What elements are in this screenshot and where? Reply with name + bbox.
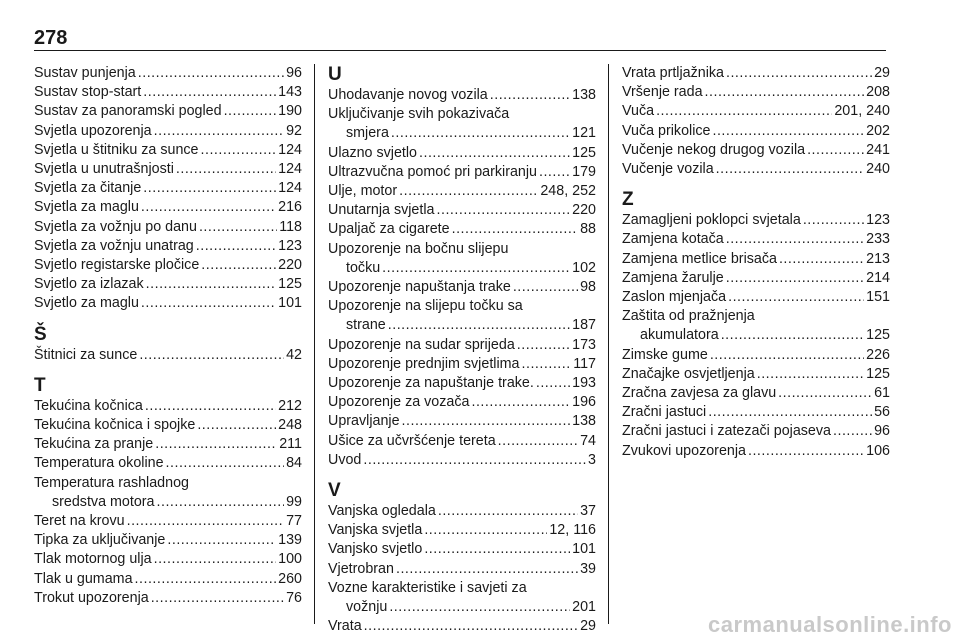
index-entry-page: 84	[286, 455, 302, 472]
index-entry	[34, 198, 302, 217]
index-entry	[34, 179, 302, 198]
column-divider	[608, 64, 609, 624]
dot-leader	[712, 122, 864, 141]
index-entry-page: 151	[866, 289, 890, 306]
dot-leader	[726, 64, 872, 83]
index-entry-term: Uhodavanje novog vozila	[328, 87, 488, 103]
index-entry-term: Svjetlo registarske pločice	[34, 257, 200, 274]
index-entry	[34, 64, 302, 83]
dot-leader	[145, 397, 276, 416]
index-entry-term: Tlak motornog ulja	[34, 551, 152, 568]
index-entry-term: Temperatura okoline	[34, 455, 164, 472]
index-entry	[622, 102, 890, 121]
index-entry-page: 29	[874, 65, 890, 81]
index-entry-page: 123	[278, 237, 302, 254]
index-entry	[328, 220, 596, 239]
index-entry-term: Vanjska svjetla	[328, 522, 423, 539]
index-entry-term: Ušice za učvršćenje tereta	[328, 432, 496, 449]
index-entry-term: Vučenje nekog drugog vozila	[622, 141, 806, 158]
index-entry	[622, 384, 890, 403]
section-letter: U	[328, 64, 342, 85]
index-entry-term: Tipka za uključivanje	[34, 532, 166, 549]
index-entry-term: Zračni jastuci i zatezači pojaseva	[622, 423, 831, 440]
dot-leader	[127, 512, 285, 531]
index-entry-page: 96	[286, 65, 302, 81]
index-entry	[34, 83, 302, 102]
index-entry-term: Tlak u gumama	[34, 570, 133, 587]
index-entry-term: strane	[346, 317, 386, 334]
index-entry	[622, 230, 890, 249]
dot-leader	[539, 163, 570, 182]
index-entry-term: Svjetla u štitniku za sunce	[34, 141, 199, 158]
watermark: carmanualsonline.info	[708, 612, 952, 637]
index-entry	[328, 393, 596, 412]
index-entry	[328, 86, 596, 105]
dot-leader	[143, 179, 276, 198]
index-entry-term: Značajke osvjetljenja	[622, 365, 755, 382]
dot-leader	[389, 598, 570, 617]
index-entry	[622, 160, 890, 179]
index-entry-page: 213	[866, 250, 890, 267]
index-entry-term: Svjetla za čitanje	[34, 180, 142, 197]
index-entry-page: 100	[278, 551, 302, 568]
index-entry-page: 92	[286, 122, 302, 139]
index-entry-page: 201	[572, 599, 596, 616]
dot-leader	[779, 250, 864, 269]
dot-leader	[778, 384, 872, 403]
index-entry-page: 125	[572, 144, 596, 161]
index-entry	[328, 336, 596, 355]
dot-leader	[382, 259, 570, 278]
index-entry	[34, 237, 302, 256]
index-entry-page: 196	[572, 394, 596, 411]
dot-leader	[710, 346, 864, 365]
dot-leader	[748, 442, 864, 461]
index-entry-page: 216	[278, 199, 302, 216]
index-entry-page: 29	[580, 618, 596, 635]
dot-leader	[716, 160, 864, 179]
dot-leader	[201, 256, 276, 275]
index-entry-term: Svjetla upozorenja	[34, 122, 152, 139]
index-entry	[328, 124, 596, 143]
index-entry-page: 226	[866, 346, 890, 363]
index-entry	[34, 493, 302, 512]
index-entry-page: 77	[286, 513, 302, 530]
index-entry-term: Zamagljeni poklopci svjetala	[622, 212, 801, 229]
index-entry-page: 56	[874, 404, 890, 421]
index-entry	[34, 294, 302, 313]
index-entry-page: 118	[279, 218, 302, 235]
index-entry	[34, 435, 302, 454]
index-entry	[328, 560, 596, 579]
index-entry-term: Vrata	[328, 618, 362, 635]
index-entry-page: 76	[286, 589, 302, 606]
index-entry	[328, 451, 596, 470]
index-entry-term: Vuča	[622, 103, 655, 120]
dot-leader	[224, 102, 277, 121]
index-entry	[34, 141, 302, 160]
index-entry	[622, 141, 890, 160]
index-entry	[34, 416, 302, 435]
column-divider	[314, 64, 315, 624]
index-entry-page: 208	[866, 84, 890, 101]
index-entry-term: Tekućina kočnica i spojke	[34, 417, 196, 434]
dot-leader	[399, 182, 538, 201]
index-entry-page: 214	[866, 269, 890, 286]
index-entry-term: Sustav stop-start	[34, 84, 142, 101]
index-entry	[34, 218, 302, 237]
dot-leader	[154, 550, 277, 569]
index-entry-term: Vanjska ogledala	[328, 503, 436, 520]
index-entry	[622, 122, 890, 141]
index-entry-term: Trokut upozorenja	[34, 589, 149, 606]
index-entry	[622, 250, 890, 269]
index-entry-page: 248, 252	[540, 183, 596, 200]
dot-leader	[146, 275, 276, 294]
dot-leader	[154, 122, 284, 141]
index-entry	[622, 365, 890, 384]
index-entry	[34, 589, 302, 608]
index-entry-page: 143	[278, 84, 302, 101]
index-entry-term: Upozorenje za napuštanje trake.	[328, 375, 534, 392]
index-entry	[622, 211, 890, 230]
index-entry-term: Vršenje rada	[622, 84, 703, 101]
dot-leader	[138, 64, 284, 83]
index-entry-term: Tekućina za pranje	[34, 436, 154, 453]
dot-leader	[199, 218, 277, 237]
dot-leader	[498, 432, 578, 451]
index-entry-page: 240	[866, 161, 890, 178]
dot-leader	[201, 141, 277, 160]
index-entry	[328, 540, 596, 559]
index-entry	[622, 442, 890, 461]
index-entry-term: Tekućina kočnica	[34, 397, 143, 414]
index-entry-page: 74	[580, 432, 596, 449]
index-entry-term: Vučenje vozila	[622, 161, 714, 178]
index-entry-term: Svjetla za vožnju po danu	[34, 218, 197, 235]
index-entry-term: akumulatora	[640, 327, 719, 344]
index-column-1	[34, 64, 302, 608]
index-entry-page: 211	[279, 436, 302, 453]
index-entry	[622, 403, 890, 422]
index-entry	[328, 163, 596, 182]
index-entry	[622, 64, 890, 83]
index-entry	[622, 326, 890, 345]
index-entry-page: 125	[866, 327, 890, 344]
index-entry-page: 42	[286, 346, 302, 363]
index-entry-page: 139	[278, 532, 302, 549]
index-entry-page: 123	[866, 212, 890, 229]
index-entry-term: Ultrazvučna pomoć pri parkiranju	[328, 163, 537, 180]
section-letter: Š	[34, 323, 47, 345]
index-entry	[34, 160, 302, 179]
dot-leader	[141, 294, 276, 313]
dot-leader	[166, 454, 285, 473]
index-entry-page: 39	[580, 560, 596, 577]
dot-leader	[490, 86, 570, 105]
index-entry-term: Vanjsko svjetlo	[328, 541, 423, 558]
index-entry-page: 125	[278, 276, 302, 293]
index-entry-term: Zvukovi upozorenja	[622, 442, 746, 459]
index-entry	[622, 422, 890, 441]
index-entry-term: Zračna zavjesa za glavu	[622, 385, 777, 402]
index-entry-term: Zamjena žarulje	[622, 269, 724, 286]
dot-leader	[522, 355, 572, 374]
index-entry	[34, 512, 302, 531]
index-entry-page: 12, 116	[549, 522, 596, 539]
index-entry-page: 125	[866, 365, 890, 382]
index-entry-page: 121	[572, 125, 596, 142]
index-entry-page: 138	[572, 87, 596, 103]
index-entry-page: 220	[278, 257, 302, 274]
dot-leader	[167, 531, 276, 550]
index-entry-term: Unutarnja svjetla	[328, 202, 435, 219]
dot-leader	[452, 220, 579, 239]
index-entry	[622, 346, 890, 365]
section-letter: Z	[622, 189, 634, 211]
index-entry-term: Upozorenje na sudar sprijeda	[328, 336, 515, 353]
index-entry-term: Teret na krovu	[34, 513, 125, 530]
index-entry-term: Upaljač za cigarete	[328, 221, 450, 238]
dot-leader	[437, 201, 571, 220]
dot-leader	[656, 102, 832, 121]
dot-leader	[803, 211, 864, 230]
index-entry-heading: Upozorenje na bočnu slijepu	[328, 240, 509, 257]
index-entry	[328, 201, 596, 220]
index-entry-term: Upozorenje prednjim svjetlima	[328, 355, 520, 372]
index-entry-page: 3	[588, 451, 596, 468]
dot-leader	[402, 412, 571, 431]
index-entry-term: Svjetlo za maglu	[34, 295, 139, 312]
index-entry-page: 220	[572, 202, 596, 219]
index-entry	[328, 432, 596, 451]
index-entry-heading: Zaštita od pražnjenja	[622, 308, 755, 325]
dot-leader	[424, 521, 547, 540]
index-entry-heading: Vozne karakteristike i savjeti za	[328, 579, 527, 596]
index-entry-page: 260	[278, 570, 302, 587]
index-entry-term: Vuča prikolice	[622, 122, 711, 139]
dot-leader	[471, 393, 570, 412]
index-entry	[34, 531, 302, 550]
dot-leader	[396, 560, 578, 579]
header-rule	[34, 50, 886, 51]
index-column-3	[622, 64, 890, 461]
section-letter: V	[328, 480, 341, 502]
index-entry	[622, 288, 890, 307]
dot-leader	[807, 141, 864, 160]
index-entry-term: Svjetla za vožnju unatrag	[34, 237, 194, 254]
index-entry	[328, 259, 596, 278]
index-entry-term: smjera	[346, 125, 389, 142]
dot-leader	[196, 237, 276, 256]
index-entry	[622, 83, 890, 102]
dot-leader	[135, 570, 277, 589]
index-entry-page: 241	[866, 141, 890, 158]
index-entry	[34, 397, 302, 416]
index-entry	[328, 521, 596, 540]
index-entry	[34, 256, 302, 275]
index-entry-page: 102	[572, 259, 596, 276]
index-entry-term: Upozorenje napuštanja trake	[328, 279, 511, 296]
dot-leader	[726, 269, 864, 288]
dot-leader	[197, 416, 276, 435]
dot-leader	[364, 617, 578, 636]
index-entry-page: 124	[278, 161, 302, 178]
index-entry-page: 201, 240	[834, 103, 890, 120]
index-entry-page: 106	[866, 442, 890, 459]
dot-leader	[728, 288, 864, 307]
index-entry-term: Zaslon mjenjača	[622, 289, 727, 306]
index-entry-page: 88	[580, 221, 596, 238]
dot-leader	[388, 316, 570, 335]
dot-leader	[157, 493, 285, 512]
index-entry-term: vožnju	[346, 599, 388, 616]
index-entry-page: 173	[572, 336, 596, 353]
index-entry-heading: Upozorenje na slijepu točku sa	[328, 298, 523, 315]
index-entry	[34, 346, 302, 365]
index-entry-page: 61	[874, 385, 890, 402]
index-entry-term: Zračni jastuci	[622, 404, 707, 421]
index-entry-term: Zimske gume	[622, 346, 708, 363]
index-entry	[622, 269, 890, 288]
index-entry-heading: Uključivanje svih pokazivača	[328, 106, 510, 123]
dot-leader	[363, 451, 586, 470]
index-entry-heading: Temperatura rashladnog	[34, 474, 189, 491]
index-entry	[328, 374, 596, 393]
index-entry-term: Štitnici za sunce	[34, 346, 138, 363]
index-entry-page: 212	[278, 397, 302, 414]
index-entry-term: Sustav za panoramski pogled	[34, 103, 222, 120]
index-entry-term: Svjetla u unutrašnjosti	[34, 161, 174, 178]
index-entry	[328, 144, 596, 163]
dot-leader	[536, 374, 570, 393]
index-entry	[328, 182, 596, 201]
index-column-2	[328, 64, 596, 636]
dot-leader	[141, 198, 276, 217]
index-entry-term: Svjetlo za izlazak	[34, 276, 144, 293]
dot-leader	[139, 346, 284, 365]
index-entry-page: 101	[278, 295, 302, 312]
index-entry-page: 96	[874, 423, 890, 440]
index-entry-page: 187	[572, 317, 596, 334]
dot-leader	[726, 230, 864, 249]
index-entry	[328, 316, 596, 335]
index-entry-term: Sustav punjenja	[34, 65, 136, 81]
index-entry-term: Ulazno svjetlo	[328, 144, 417, 161]
index-entry-page: 190	[278, 103, 302, 120]
index-entry-term: točku	[346, 259, 381, 276]
dot-leader	[438, 502, 578, 521]
index-entry-term: Upravljanje	[328, 413, 400, 430]
index-entry	[328, 355, 596, 374]
index-entry-page: 124	[278, 180, 302, 197]
index-entry	[328, 278, 596, 297]
index-entry	[34, 122, 302, 141]
section-letter: T	[34, 374, 46, 396]
index-entry-page: 117	[573, 355, 596, 372]
dot-leader	[143, 83, 276, 102]
dot-leader	[517, 336, 570, 355]
dot-leader	[833, 422, 872, 441]
dot-leader	[513, 278, 578, 297]
index-entry	[34, 102, 302, 121]
index-entry	[328, 502, 596, 521]
index-entry	[328, 598, 596, 617]
dot-leader	[708, 403, 872, 422]
index-entry-page: 138	[572, 413, 596, 430]
index-entry-term: Svjetla za maglu	[34, 199, 139, 216]
index-entry-term: Zamjena kotača	[622, 231, 724, 248]
index-entry-page: 98	[580, 279, 596, 296]
dot-leader	[757, 365, 864, 384]
index-entry-page: 37	[580, 503, 596, 520]
index-entry	[34, 570, 302, 589]
index-entry-page: 124	[278, 141, 302, 158]
index-entry-page: 179	[572, 163, 596, 180]
index-entry-page: 99	[286, 493, 302, 510]
index-entry	[328, 412, 596, 431]
index-entry-page: 248	[278, 417, 302, 434]
index-entry-term: Vjetrobran	[328, 560, 394, 577]
index-entry-term: Zamjena metlice brisača	[622, 250, 777, 267]
dot-leader	[176, 160, 276, 179]
index-entry-page: 101	[572, 541, 596, 558]
dot-leader	[705, 83, 865, 102]
index-entry-term: Uvod	[328, 451, 362, 468]
index-entry	[328, 617, 596, 636]
index-entry-page: 233	[866, 231, 890, 248]
dot-leader	[424, 540, 570, 559]
index-entry-term: Vrata prtljažnika	[622, 65, 724, 81]
dot-leader	[721, 326, 864, 345]
index-entry	[34, 550, 302, 569]
index-entry-page: 193	[572, 375, 596, 392]
index-entry-term: sredstva motora	[52, 493, 155, 510]
index-entry-page: 202	[866, 122, 890, 139]
dot-leader	[419, 144, 570, 163]
dot-leader	[151, 589, 284, 608]
index-entry-term: Ulje, motor	[328, 183, 398, 200]
index-entry-term: Upozorenje za vozača	[328, 394, 470, 411]
dot-leader	[391, 124, 570, 143]
index-entry	[34, 454, 302, 473]
dot-leader	[155, 435, 277, 454]
page-number: 278	[34, 27, 68, 49]
index-entry	[34, 275, 302, 294]
